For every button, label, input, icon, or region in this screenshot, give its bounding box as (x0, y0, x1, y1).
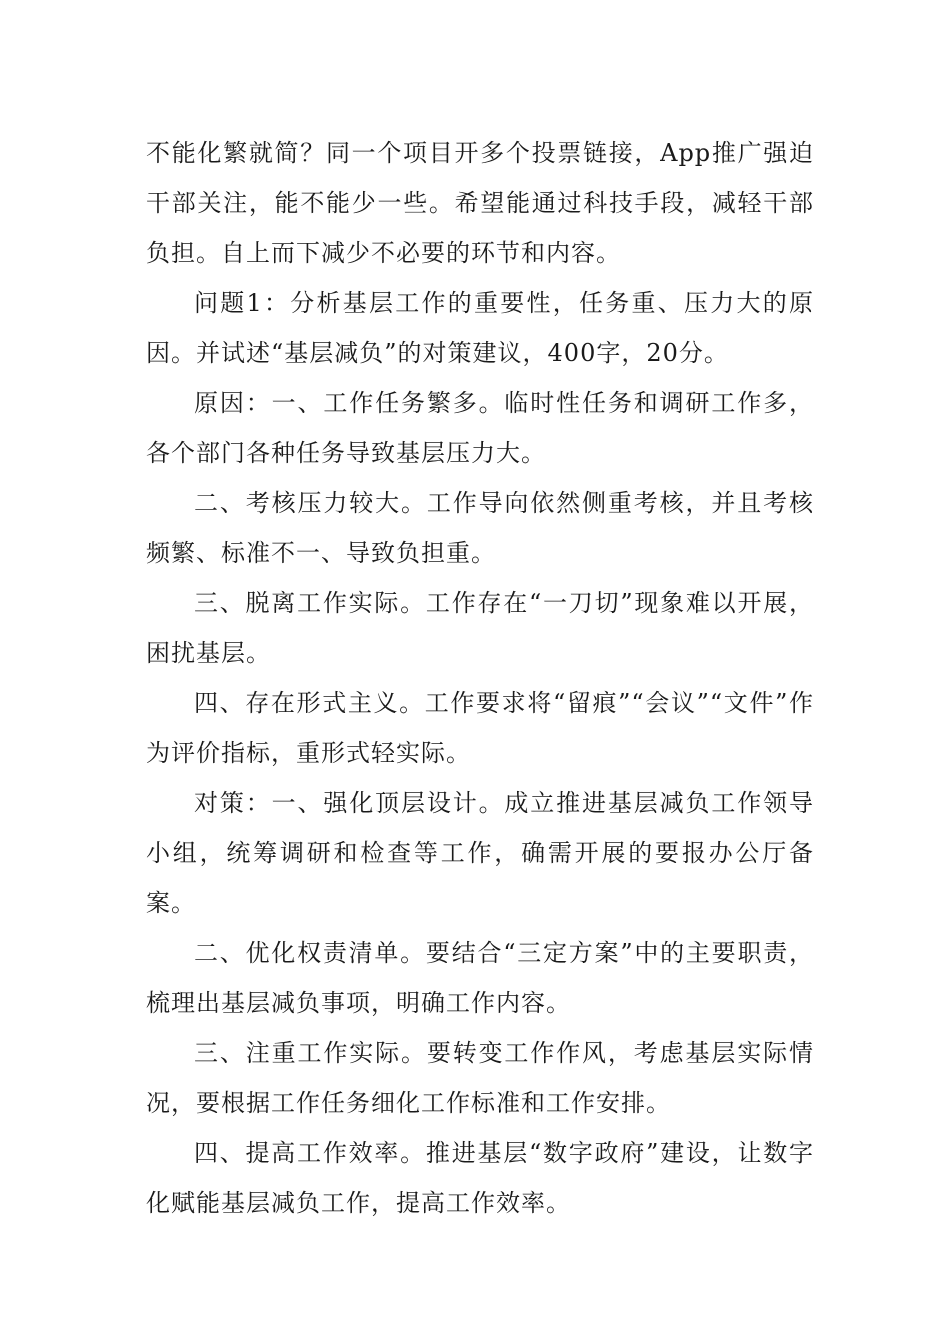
paragraph-measure-2: 二、优化权责清单。要结合“三定方案”中的主要职责，梳理出基层减负事项，明确工作内容。 (146, 939, 814, 1017)
paragraph-measure-4: 四、提高工作效率。推进基层“数字政府”建设，让数字化赋能基层减负工作，提高工作效率。 (146, 1139, 814, 1217)
paragraph-measure-3: 三、注重工作实际。要转变工作作风，考虑基层实际情况，要根据工作任务细化工作标准和工作安排。 (146, 1039, 814, 1117)
paragraph-measure-1: 对策：一、强化顶层设计。成立推进基层减负工作领导小组，统筹调研和检查等工作，确需开展的要报办公厅备案。 (146, 789, 814, 917)
paragraph-continuation: 不能化繁就简？同一个项目开多个投票链接，App推广强迫干部关注，能不能少一些。希望能通过科技手段，减轻干部负担。自上而下减少不必要的环节和内容。 (146, 139, 814, 267)
paragraph-cause-3: 三、脱离工作实际。工作存在“一刀切”现象难以开展，困扰基层。 (146, 589, 814, 667)
paragraph-cause-1: 原因：一、工作任务繁多。临时性任务和调研工作多，各个部门各种任务导致基层压力大。 (146, 389, 814, 467)
document-body (146, 128, 814, 1228)
paragraph-question-1: 问题1：分析基层工作的重要性，任务重、压力大的原因。并试述“基层减负”的对策建议，400字，20分。 (146, 289, 814, 367)
paragraph-cause-4: 四、存在形式主义。工作要求将“留痕”“会议”“文件”作为评价指标，重形式轻实际。 (146, 689, 814, 767)
paragraph-cause-2: 二、考核压力较大。工作导向依然侧重考核，并且考核频繁、标准不一、导致负担重。 (146, 489, 814, 567)
